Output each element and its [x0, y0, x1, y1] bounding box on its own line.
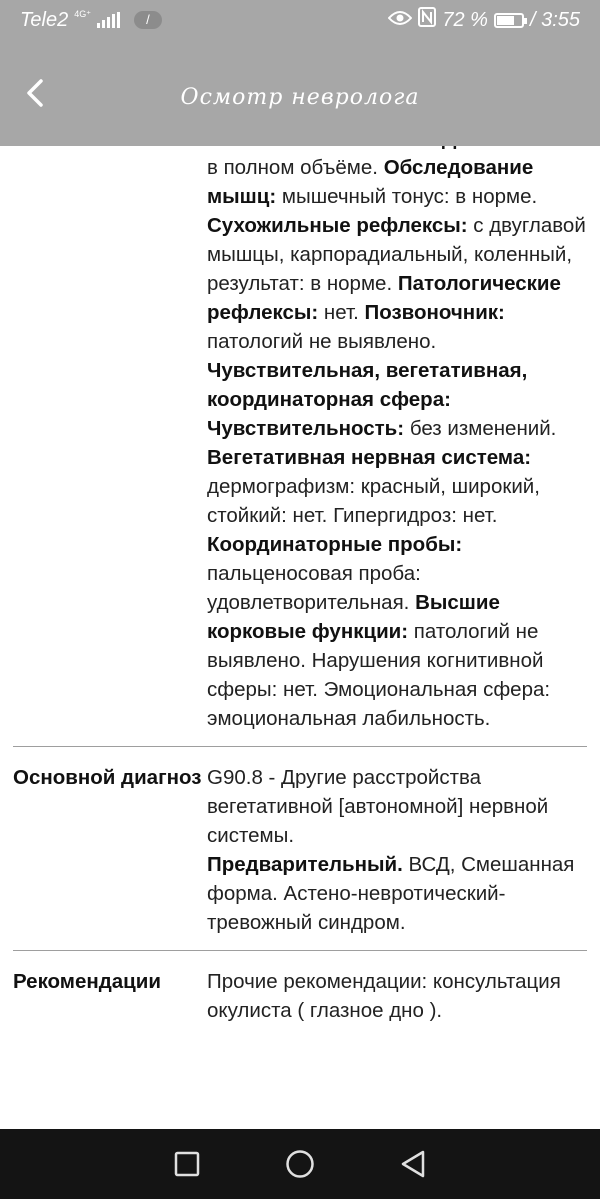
exam-section-heading: Высшие корковые функции: — [207, 591, 500, 643]
app-bar — [0, 40, 600, 146]
chevron-left-icon — [24, 78, 46, 108]
diagnosis-code-text: G90.8 - Другие расстройства вегетативной [автономной] нервной системы. — [207, 766, 549, 847]
diagnosis-row — [13, 746, 587, 950]
exam-section-heading: Позвоночник: — [364, 301, 505, 324]
exam-section-heading: Координаторные пробы: — [207, 533, 463, 556]
recent-apps-button[interactable] — [167, 1144, 207, 1184]
exam-section-text: без изменений. — [404, 417, 557, 440]
exam-section-text: пальценосовая проба: удовлетворительная. — [207, 562, 421, 614]
exam-section-text: с двуглавой мышцы, карпорадиальный, коленный, результат: в норме. — [207, 214, 586, 295]
content — [0, 124, 600, 1038]
exam-section-text: в полном объёме. — [207, 156, 384, 179]
exam-segments — [207, 156, 586, 730]
status-left — [20, 9, 162, 32]
exam-findings — [207, 124, 593, 733]
nav-bar — [0, 1129, 600, 1199]
exam-section-heading: Вегетативная нервная система: — [207, 446, 532, 469]
exam-section-text: патологий не выявлено. Нарушения когнитивной сферы: нет. Эмоциональная сфера: эмоциональная лабильность. — [207, 620, 551, 730]
signal-icon — [97, 12, 120, 28]
home-button[interactable] — [280, 1144, 320, 1184]
page-title: Осмотр невролога — [180, 84, 420, 110]
battery-percent: 72 % — [442, 8, 488, 31]
clock: / 3:55 — [529, 8, 580, 31]
square-icon — [174, 1151, 200, 1177]
diagnosis-prelim-label: Предварительный. — [207, 853, 403, 876]
triangle-back-icon — [399, 1149, 427, 1179]
circle-icon — [285, 1149, 315, 1179]
eye-icon — [388, 9, 412, 32]
exam-section-heading: Чувствительная, вегетативная, координаторная сфера: Чувствительность: — [207, 359, 528, 440]
recommendations-row — [13, 950, 587, 1038]
exam-section-text: дермографизм: красный, широкий, стойкий: нет. Гипергидроз: нет. — [207, 475, 540, 527]
battery-icon — [494, 13, 524, 28]
exam-section-heading: Патологические рефлексы: — [207, 272, 561, 324]
recommendations-value: Прочие рекомендации: консультация окулиста ( глазное дно ). — [207, 970, 561, 1022]
nfc-icon — [418, 7, 436, 33]
sim-badge: / — [134, 11, 162, 29]
exam-section-heading: Сухожильные рефлексы: — [207, 214, 468, 237]
status-bar — [0, 0, 600, 40]
exam-section-text: мышечный тонус: в норме. — [276, 185, 538, 208]
nav-back-button[interactable] — [393, 1144, 433, 1184]
exam-section-heading: Обследование мышц: — [207, 156, 534, 208]
diagnosis-label: Основной диагноз — [13, 766, 202, 789]
recommendations-label: Рекомендации — [13, 970, 161, 993]
status-right — [388, 7, 580, 33]
carrier-name: Tele2 — [20, 8, 69, 31]
exam-section-text: нет. — [318, 301, 365, 324]
diagnosis-prelim-text: ВСД, Смешанная форма. Астено-невротический- тревожный синдром. — [207, 853, 575, 934]
exam-section-text: патологий не выявлено. — [207, 330, 437, 353]
network-type: 4G⁺ — [74, 8, 91, 19]
diagnosis-value — [207, 763, 587, 937]
battery-fill — [497, 16, 514, 25]
back-button[interactable] — [18, 76, 52, 110]
